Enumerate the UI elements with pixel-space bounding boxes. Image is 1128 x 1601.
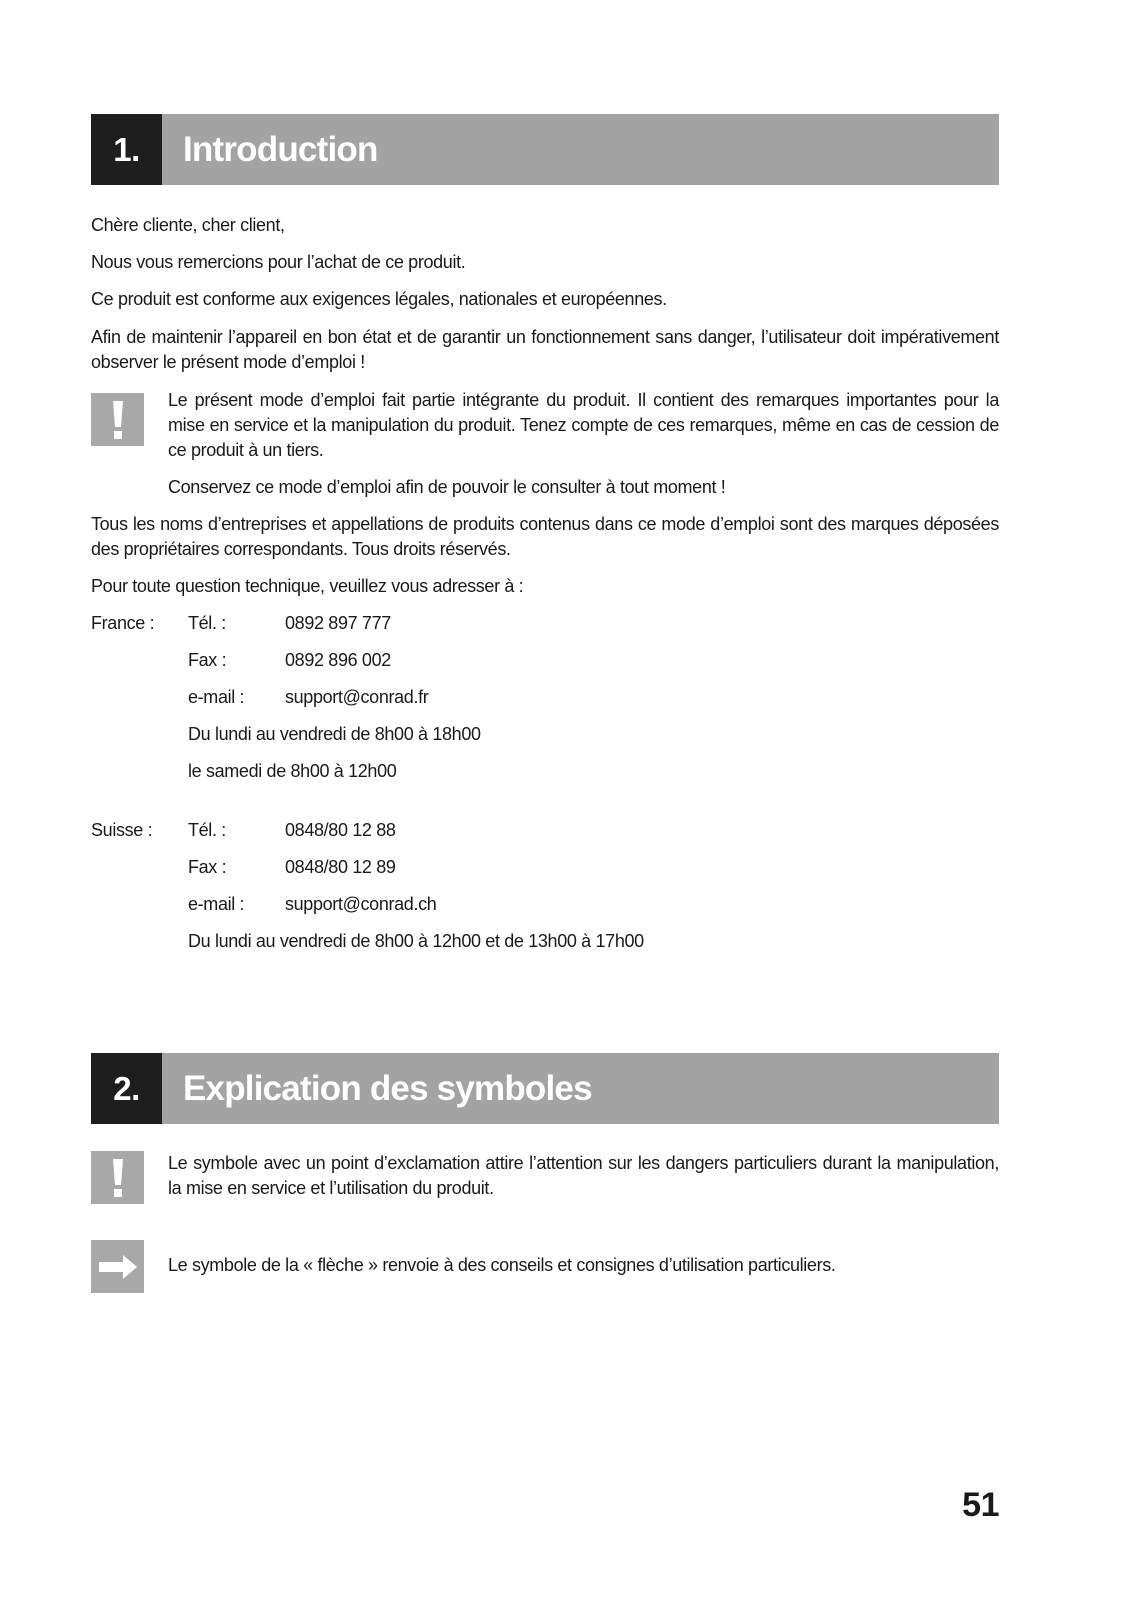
- arrow-right-icon: [91, 1240, 144, 1293]
- email-label: e-mail :: [188, 687, 245, 707]
- fax-value: 0848/80 12 89: [285, 857, 396, 877]
- country-suisse: Suisse :: [91, 820, 153, 840]
- section-header-introduction: [91, 114, 999, 185]
- tel-label: Tél. :: [188, 820, 226, 840]
- email-label: e-mail :: [188, 894, 245, 914]
- fax-label: Fax :: [188, 857, 227, 877]
- section-number: 1.: [91, 114, 162, 185]
- email-value: support@conrad.ch: [285, 894, 437, 914]
- section-title: Introduction: [183, 129, 378, 169]
- section-title: Explication des symboles: [183, 1068, 592, 1108]
- arrow-symbol-text: Le symbole de la « flèche » renvoie à des conseils et consignes d’utilisation particuliers.: [168, 1255, 836, 1275]
- hours-saturday: le samedi de 8h00 à 12h00: [188, 761, 397, 781]
- section-number: 2.: [91, 1053, 162, 1124]
- exclamation-icon: [91, 1151, 144, 1204]
- hours-weekdays: Du lundi au vendredi de 8h00 à 18h00: [188, 724, 481, 744]
- conformity-text: Ce produit est conforme aux exigences légales, nationales et européennes.: [91, 289, 667, 309]
- country-france: France :: [91, 613, 155, 633]
- email-value: support@conrad.fr: [285, 687, 429, 707]
- section-header-symbols: [91, 1053, 999, 1124]
- keep-manual-text: Conservez ce mode d’emploi afin de pouvoir le consulter à tout moment !: [168, 477, 726, 497]
- maintain-text: Afin de maintenir l’appareil en bon état et de garantir un fonctionnement sans danger, l’utilisateur doit impérativement observer le présent mode d’emploi !: [91, 327, 999, 372]
- hours-weekdays: Du lundi au vendredi de 8h00 à 12h00 et de 13h00 à 17h00: [188, 931, 644, 951]
- notice-text: Le présent mode d’emploi fait partie intégrante du produit. Il contient des remarques importantes pour la mise en service et la manipulation du produit. Tenez compte de ces remarques, même en cas de cession de ce produit à un tiers.: [168, 390, 999, 460]
- tel-value: 0892 897 777: [285, 613, 391, 633]
- tel-value: 0848/80 12 88: [285, 820, 396, 840]
- fax-value: 0892 896 002: [285, 650, 391, 670]
- fax-label: Fax :: [188, 650, 227, 670]
- greeting-text: Chère cliente, cher client,: [91, 215, 285, 235]
- thanks-text: Nous vous remercions pour l’achat de ce produit.: [91, 252, 466, 272]
- tel-label: Tél. :: [188, 613, 226, 633]
- trademarks-text: Tous les noms d’entreprises et appellations de produits contenus dans ce mode d’emploi sont des marques déposées des propriétaires correspondants. Tous droits réservés.: [91, 514, 999, 559]
- page-number: 51: [962, 1486, 999, 1524]
- exclamation-symbol-text: Le symbole avec un point d’exclamation attire l’attention sur les dangers particuliers durant la manipulation, la mise en service et l’utilisation du produit.: [168, 1153, 999, 1198]
- exclamation-icon: [91, 393, 144, 446]
- question-text: Pour toute question technique, veuillez vous adresser à :: [91, 576, 524, 596]
